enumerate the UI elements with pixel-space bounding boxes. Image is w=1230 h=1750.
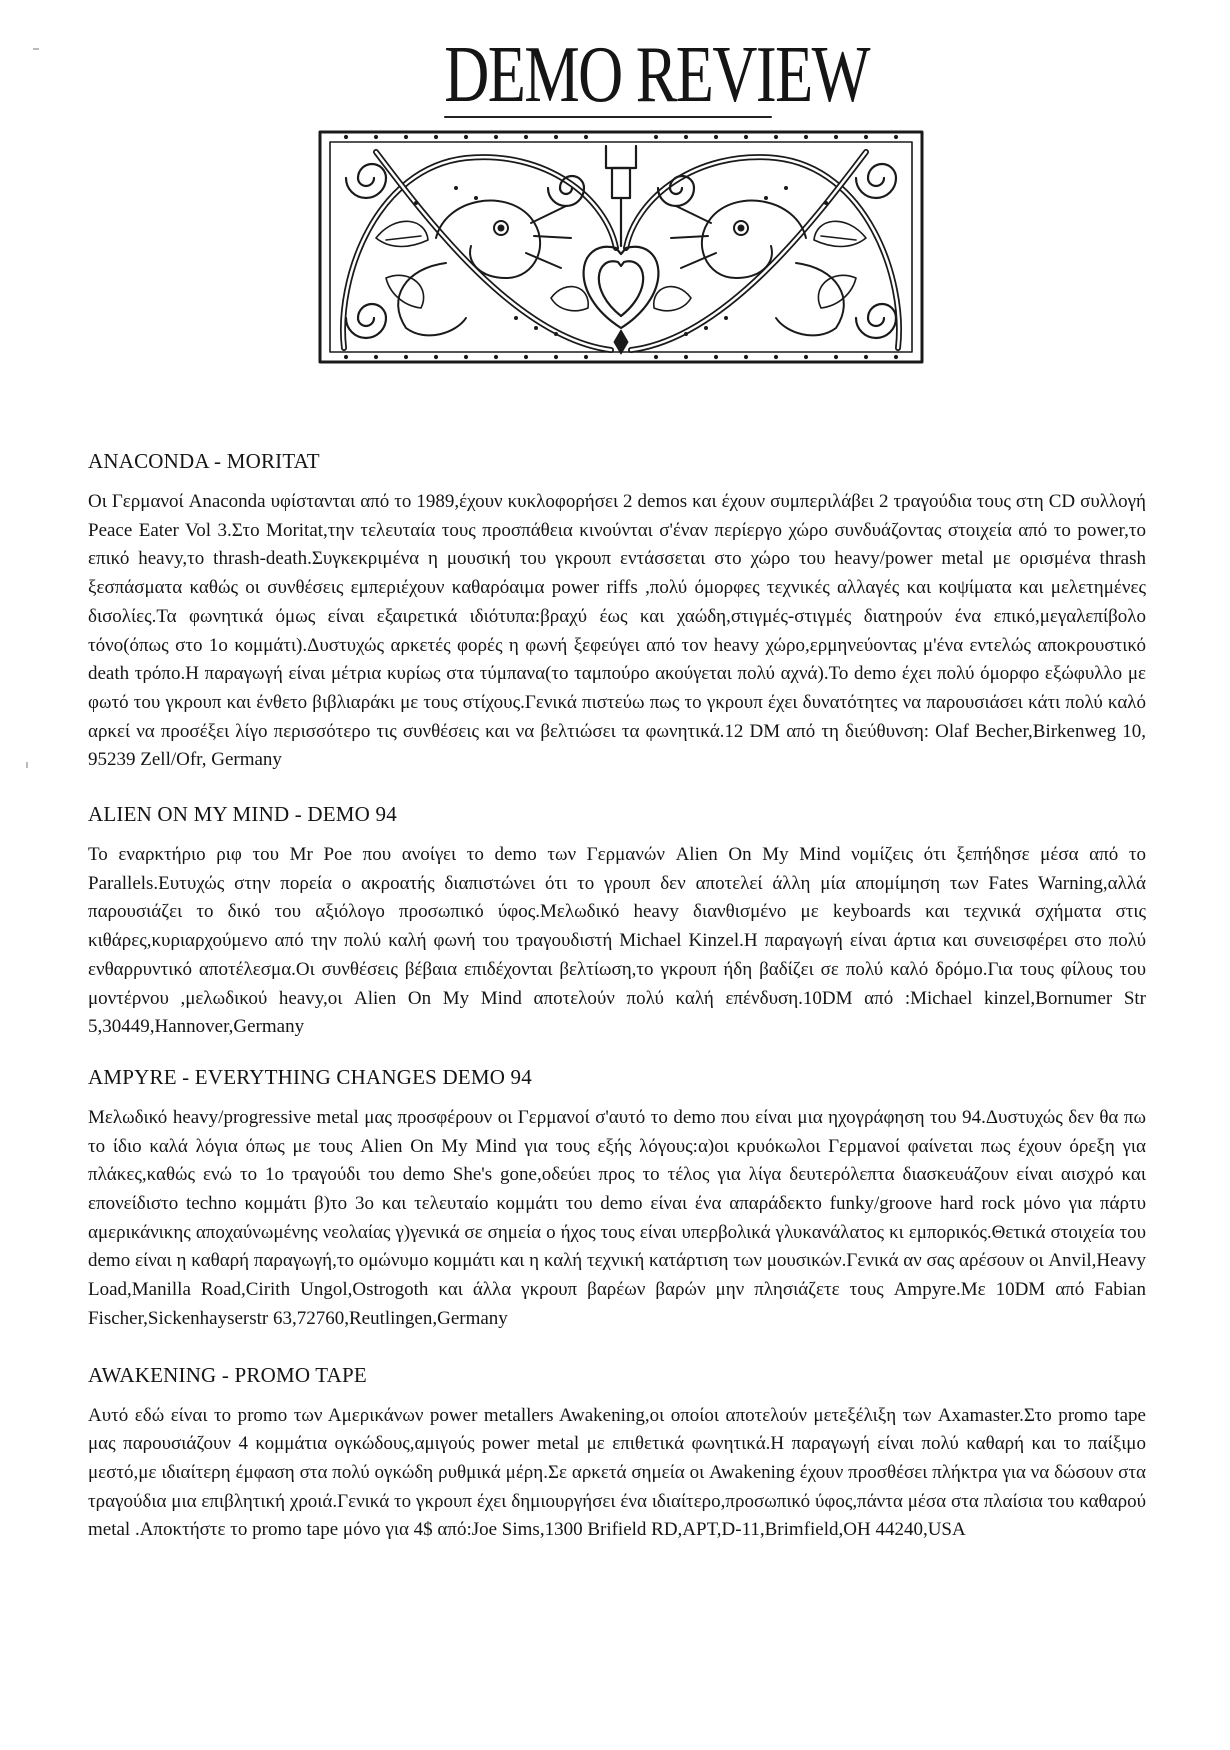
review-body: Μελωδικό heavy/progressive metal μας προσφέρουν οι Γερμανοί σ'αυτό το demo που είναι μια ηχογράφηση του 94.Δυστυχώς δεν θα πω το ίδιο καλά λόγια όπως με τους Alien On My Mind για τους εξής λόγους:α)οι κρυόκωλοι Γερμανοί φαίνεται πως έχουν όρεξη για πλάκες,καθώς ενώ το 1ο τραγούδι του demo She's gone,οδεύει προς το τέλος για λίγα δευτερόλεπτα διασκευάζουν είναι αισχρό και επονείδιστο techno κομμάτι β)το 3ο και τελευταίο κομμάτι του demo είναι ένα απαράδεκτο funky/groove hard rock μόνο για πάρτυ αμερικάνικης αποχαύνωμένης νεολαίας γ)γενικά σε σημεία ο ήχος τους είναι υπερβολικά γλυκανάλατος κι εμπορικός.Θετικά στοιχεία του demo είναι η καθαρή παραγωγή,το ομώνυμο κομμάτι και η καλή τεχνική κατάρτιση των μουσικών.Γενικά αν σας αρέσουν οι Anvil,Heavy Load,Manilla Road,Cirith Ungol,Ostrogoth και άλλα γκρουπ βαρέων βαρών μην πλησιάζετε τους Ampyre.Με 10DM από Fabian Fischer,Sickenhayserstr 63,72760,Reutlingen,Germany	[88, 1106, 1146, 1329]
page-title: DEMO REVIEW	[444, 31, 869, 119]
review-title: AMPYRE - EVERYTHING CHANGES DEMO 94	[88, 1064, 532, 1089]
review-title: AWAKENING - PROMO TAPE	[88, 1362, 367, 1387]
review-body: Αυτό εδώ είναι το promo των Αμερικάνων power metallers Awakening,οι οποίοι αποτελούν μετεξέλιξη των Axamaster.Στο promo tape μας παρουσιάζουν 4 κομμάτια ογκώδους,αμιγούς power metal με επιθετικά φωνητικά.Η παραγωγή είναι πολύ καθαρή και το παίξιμο μεστό,με ιδιαίτερη έμφαση στα πολύ ογκώδη ρυθμικά μέρη.Σε αρκετά σημεία οι Awakening έχουν προσθέσει πλήκτρα για να δώσουν στα τραγούδια μια επιβλητική χροιά.Γενικά το γκρουπ έχει δημιουργήσει ένα ιδιαίτερο,προσωπικό ύφος,πάντα μέσα στα πλαίσια του καθαρού metal .Αποκτήστε το promo tape μόνο για 4$ από:Joe Sims,1300 Brifield RD,APT,D-11,Brimfield,OH 44240,USA	[88, 1404, 1146, 1541]
binding-mark	[26, 762, 28, 768]
review-body: Οι Γερμανοί Anaconda υφίστανται από το 1989,έχουν κυκλοφορήσει 2 demos και έχουν συμπεριλάβει 2 τραγούδια τους στη CD συλλογή Peace Eater Vol 3.Στο Moritat,την τελευταία τους προσπάθεια κινούνται σ'έναν περίεργο χώρο συνδυάζοντας στοιχεία από το power,το επικό heavy,το thrash-death.Συγκεκριμένα η μουσική του γκρουπ εντάσσεται στο χώρο του heavy/power metal με ορισμένα thrash ξεσπάσματα καθώς οι συνθέσεις εμπεριέχουν καθαρόαιμα power riffs ,πολύ όμορφες τεχνικές αλλαγές και κοψίματα και μελετημένες δισολίες.Τα φωνητικά όμως είναι εξαιρετικά ιδιότυπα:βραχύ έως και χαώδη,στιγμές-στιγμές διατηρούν ένα επικό,μεγαλεπίβολο τόνο(όπως στο 1ο κομμάτι).Δυστυχώς αρκετές φορές η φωνή ξεφεύγει από τον heavy χώρο,ερμηνεύοντας μ'ένα εντελώς αποκρουστικό death τρόπο.Η παραγωγή είναι μέτρια κυρίως στα τύμπανα(το ταμπούρο ακούγεται πολύ αχνά).Το demo έχει πολύ όμορφο εξώφυλλο με φωτό του γκρουπ και ένθετο βιβλιαράκι με τους στίχους.Γενικά πιστεύω πως το γκρουπ έχει δυνατότητες να παρουσιάσει κάτι πολύ καλό αρκεί να προσέξει λίγο περισσότερο τις συνθέσεις και να βελτιώσει τα φωνητικά.12 DM από τη διεύθυνση: Olaf Becher,Birkenweg 10, 95239 Zell/Ofr, Germany	[88, 491, 1146, 771]
review-list	[88, 448, 1146, 1545]
review-ampyre	[88, 1064, 1146, 1334]
review-awakening	[88, 1362, 1146, 1546]
review-alien-on-my-mind	[88, 801, 1146, 1042]
review-anaconda	[88, 448, 1146, 775]
review-title: ALIEN ON MY MIND - DEMO 94	[88, 802, 397, 827]
ornamental-engraving	[316, 128, 926, 366]
review-body: Το εναρκτήριο ριφ του Mr Poe που ανοίγει το demo των Γερμανών Alien On My Mind νομίζεις ότι ξεπήδησε μέσα από το Parallels.Ευτυχώς στην πορεία ο ακροατής διαπιστώνει ότι το γρουπ δεν αποτελεί άλλη μία απομίμηση των Fates Warning,αλλά παρουσιάζει το δικό του αξιόλογο προσωπικό ύφος.Μελωδικό heavy διανθισμένο με keyboards και τεχνικά σχήματα στις κιθάρες,κυριαρχούμενο από την πολύ καλή φωνή του τραγουδιστή Michael Kinzel.Η παραγωγή είναι άρτια και συνεισφέρει στο πολύ ενθαρρυντικό αποτέλεσμα.Οι συνθέσεις βέβαια επιδέχονται βελτίωση,το γκρουπ ήδη βαδίζει σε πολύ καλό δρόμο.Για τους φίλους του μοντέρνου ,μελωδικού heavy,οι Alien On My Mind αποτελούν πολύ καλή επένδυση.10DM από :Michael kinzel,Bornumer Str 5,30449,Hannover,Germany	[88, 844, 1146, 1038]
review-title: ANACONDA - MORITAT	[88, 449, 320, 473]
binding-mark	[33, 48, 39, 50]
